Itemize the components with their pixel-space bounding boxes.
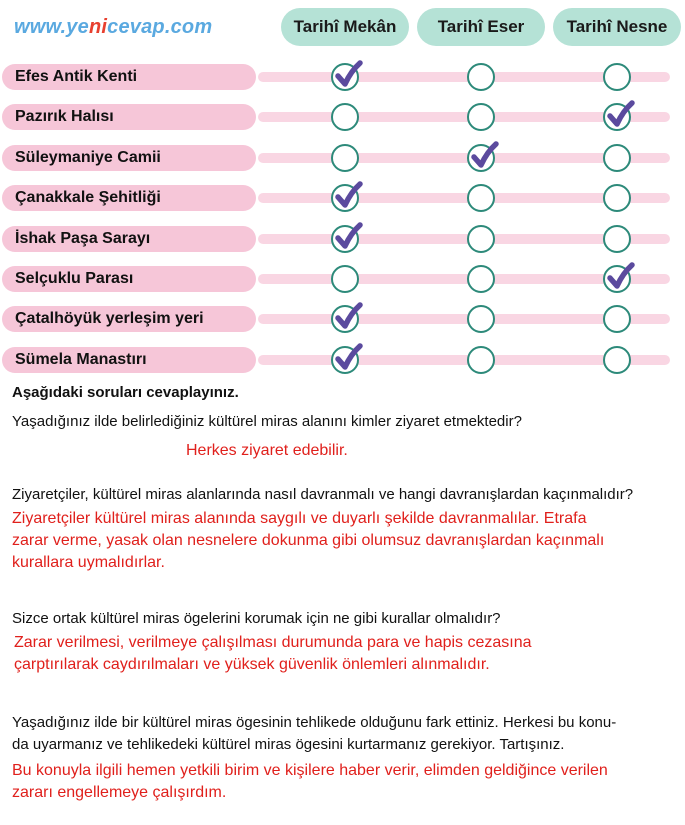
question-2: [12, 484, 633, 506]
checkmark-icon: [603, 97, 637, 131]
checkmark-icon: [331, 340, 365, 374]
answer-line: Ziyaretçiler kültürel miras alanında saygılı ve duyarlı şekilde davranmalılar. Etrafa: [12, 510, 587, 527]
checkmark-icon: [331, 219, 365, 253]
answer-2: [12, 508, 604, 574]
row-label: Efes Antik Kenti: [2, 64, 256, 90]
question-3: [12, 608, 501, 630]
checkbox-tarihi-mekan[interactable]: [331, 184, 359, 212]
checkbox-tarihi-eser[interactable]: [467, 144, 495, 172]
question-line: Yaşadığınız ilde belirlediğiniz kültürel miras alanını kimler ziyaret etmektedir?: [12, 413, 522, 430]
question-4: [12, 712, 616, 756]
checkbox-tarihi-mekan[interactable]: [331, 144, 359, 172]
checkmark-icon: [603, 259, 637, 293]
row-label: Çatalhöyük yerleşim yeri: [2, 306, 256, 332]
answer-line: Zarar verilmesi, verilmeye çalışılması durumunda para ve hapis cezasına: [14, 634, 532, 651]
checkbox-tarihi-nesne[interactable]: [603, 265, 631, 293]
checkbox-tarihi-nesne[interactable]: [603, 184, 631, 212]
checkbox-tarihi-eser[interactable]: [467, 346, 495, 374]
row-label: İshak Paşa Sarayı: [2, 226, 256, 252]
question-line: Ziyaretçiler, kültürel miras alanlarında nasıl davranmalı ve hangi davranışlardan kaçınmalıdır?: [12, 486, 634, 503]
checkbox-tarihi-nesne[interactable]: [603, 346, 631, 374]
row-label: Pazırık Halısı: [2, 104, 256, 130]
row-label: Sümela Manastırı: [2, 347, 256, 373]
logo-text-accent: ni: [88, 16, 108, 38]
row-label: Çanakkale Şehitliği: [2, 185, 256, 211]
column-header-tarihi-eser: Tarihî Eser: [417, 8, 545, 46]
answer-3: [14, 632, 532, 676]
checkbox-tarihi-nesne[interactable]: [603, 63, 631, 91]
checkbox-tarihi-mekan[interactable]: [331, 103, 359, 131]
checkbox-tarihi-eser[interactable]: [467, 184, 495, 212]
checkbox-tarihi-eser[interactable]: [467, 63, 495, 91]
site-logo[interactable]: [14, 16, 212, 39]
checkbox-tarihi-nesne[interactable]: [603, 305, 631, 333]
checkbox-tarihi-eser[interactable]: [467, 265, 495, 293]
answer-line: kurallara uymalıdırlar.: [12, 554, 165, 571]
checkbox-tarihi-mekan[interactable]: [331, 63, 359, 91]
checkbox-tarihi-mekan[interactable]: [331, 305, 359, 333]
question-line: da uyarmanız ve tehlikedeki kültürel miras ögesini kurtarmanız gerekiyor. Tartışınız.: [12, 736, 565, 753]
logo-text-post: cevap.com: [107, 16, 213, 38]
checkbox-tarihi-eser[interactable]: [467, 305, 495, 333]
question-1: [12, 411, 522, 433]
checkbox-tarihi-nesne[interactable]: [603, 225, 631, 253]
row-label: Selçuklu Parası: [2, 266, 256, 292]
answer-line: çarptırılarak caydırılmaları ve yüksek güvenlik önlemleri alınmalıdır.: [14, 656, 490, 673]
answer-line: zararı engellemeye çalışırdım.: [12, 784, 227, 801]
checkmark-icon: [331, 178, 365, 212]
question-line: Yaşadığınız ilde bir kültürel miras ögesinin tehlikede olduğunu fark ettiniz. Herkesi bu konu-: [12, 714, 617, 731]
checkbox-tarihi-mekan[interactable]: [331, 225, 359, 253]
answer-line: Herkes ziyaret edebilir.: [186, 442, 348, 459]
checkbox-tarihi-nesne[interactable]: [603, 103, 631, 131]
column-header-tarihi-nesne: Tarihî Nesne: [553, 8, 681, 46]
checkbox-tarihi-mekan[interactable]: [331, 265, 359, 293]
checkbox-tarihi-eser[interactable]: [467, 225, 495, 253]
answer-4: [12, 760, 608, 804]
answer-line: zarar verme, yasak olan nesnelere dokunma gibi olumsuz davranışlardan kaçınmalı: [12, 532, 605, 549]
checkbox-tarihi-eser[interactable]: [467, 103, 495, 131]
column-header-tarihi-mekan: Tarihî Mekân: [281, 8, 409, 46]
question-line: Sizce ortak kültürel miras ögelerini korumak için ne gibi kurallar olmalıdır?: [12, 610, 501, 627]
checkmark-icon: [331, 57, 365, 91]
checkbox-tarihi-nesne[interactable]: [603, 144, 631, 172]
logo-text-pre: www.ye: [14, 16, 89, 38]
checkmark-icon: [467, 138, 501, 172]
checkbox-tarihi-mekan[interactable]: [331, 346, 359, 374]
row-label: Süleymaniye Camii: [2, 145, 256, 171]
answer-1: [186, 440, 348, 462]
answer-line: Bu konuyla ilgili hemen yetkili birim ve kişilere haber verir, elimden geldiğince verilen: [12, 762, 608, 779]
checkmark-icon: [331, 299, 365, 333]
section-title: Aşağıdaki soruları cevaplayınız.: [12, 384, 239, 401]
